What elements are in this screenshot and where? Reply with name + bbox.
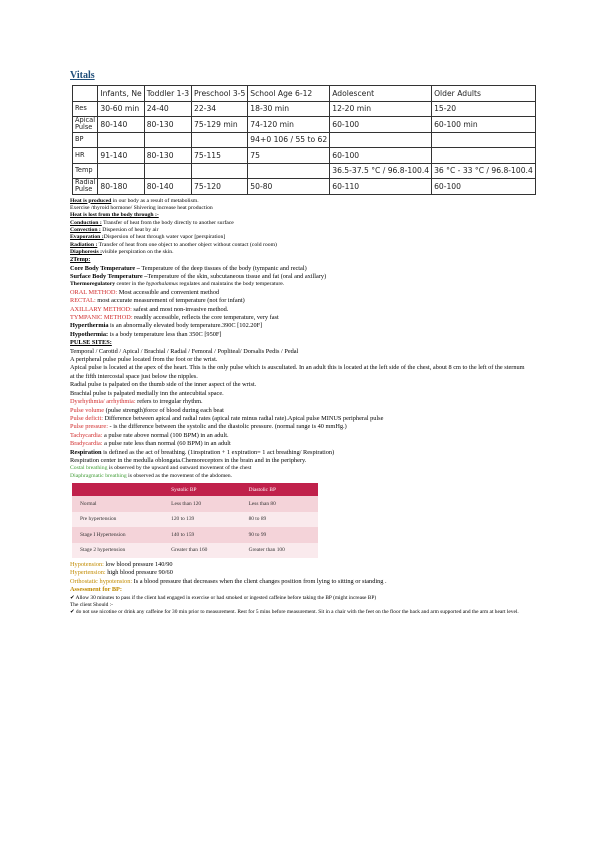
header-cell [72,483,163,496]
table-cell: 18-30 min [248,101,330,117]
table-row [73,163,536,179]
text: is observed as the movement of the abdomen. [126,472,233,479]
tachycardia-line [70,432,528,440]
apical-paragraph: Apical pulse is located at the apex of the heart. This is the only pulse which is auscultated. In an adult this is located at the left side of the chest, about 8 cm to the left of the sternum at the fifth intercostal space just below the nipples. [70,364,525,380]
text: in our body as a result of metabolism. [111,197,199,204]
term: Diaphragmatic breathing [70,472,127,479]
text: regulates and maintains the body temperature. [177,281,285,288]
text: readily accessible, reflects the core temperature, very fast [132,314,279,322]
text: Difference between apical and radial rates (apical rate minus radial rate).Apical pulse MINUS peripheral pulse [103,414,384,422]
pulse-pressure-line [70,423,528,431]
tympanic-line [70,314,528,322]
axillary-line [70,306,528,314]
table-cell: 36 °C - 33 °C / 96.8-100.4 [432,163,536,179]
term: Heat is produced [70,197,112,204]
term: Bradycardia: [70,440,103,448]
table-cell [192,132,248,148]
table-cell: 60-100 [330,148,432,164]
table-cell: 50-80 [248,179,330,195]
term: Pulse deficit: [70,414,104,422]
brachial-line: Brachial pulse is palpated medially inn the antecubital space. [70,389,224,397]
header-cell: Toddler 1-3 [144,86,191,102]
header-cell: Diastolic BP [241,483,318,496]
table-cell: 80 to 89 [241,512,318,528]
table-cell: 74-120 min [248,117,330,133]
term: Surface Body Temperature – [70,273,148,281]
text: Dispersion of heat through water vapor [perspiration] [103,234,226,241]
assessment-heading: Assessment for BP: [70,586,123,594]
table-row [73,132,536,148]
dysrhythmia-line [70,398,528,406]
table-cell: 24-40 [144,101,191,117]
table-cell: 120 to 139 [163,512,240,528]
exercise-line: Exercise /thyroid hormone/ Shivering increase heat production [70,204,213,211]
text: is a body temperature less than 350C [950F] [108,330,222,338]
term: Evaporation : [70,234,104,241]
term: Hypothermia: [70,330,109,338]
pulse-deficit-line [70,415,528,423]
table-row [73,179,536,195]
hyperthermia-line [70,322,528,330]
text: hypothalamus [146,281,178,288]
table-cell: Greater than 160 [163,543,240,559]
donot-line [70,609,528,616]
term: Hyperthermia [70,322,109,330]
table-row [72,512,318,528]
table-cell [248,163,330,179]
table-cell: 80-130 [144,117,191,133]
row-label: Radial Pulse [73,179,98,195]
text: Transfer of heat from the body directly to another surface [101,219,234,226]
term: Pulse pressure: [70,423,108,431]
costal-line [70,465,528,472]
term: AXILLARY METHOD: [70,305,132,313]
text: Temperature of the skin, subcutaneous tissue and fat (oral and axillary) [147,273,327,281]
table-cell [432,132,536,148]
table-cell: Less than 80 [241,496,318,512]
table-cell: 75-129 min [192,117,248,133]
text: low blood pressure 140/90 [103,561,173,569]
temp-heading: 2Temp: [70,256,91,264]
text: visible perspiration on the skin. [101,248,174,255]
row-label: BP [73,132,98,148]
table-cell [98,132,144,148]
term: TYMPANIC METHOD: [70,314,133,322]
table-cell: 75-115 [192,148,248,164]
table-cell: 80-140 [144,179,191,195]
table-cell: 22-34 [192,101,248,117]
row-label: Res [73,101,98,117]
term: Core Body Temperature – [70,264,140,272]
pulse-volume-line [70,407,528,415]
diaphoresis-line [70,249,528,256]
table-cell: 75-120 [192,179,248,195]
checkmark-icon: ✔ [70,594,75,601]
header-cell: Infants, Ne [98,86,144,102]
notes-body [70,198,528,616]
text: a pulse rate above normal (100 BPM) in an adult. [102,431,229,439]
text: most accurate measurement of temperature (not for infant) [95,297,245,305]
evaporation-line [70,234,528,241]
row-label: Apical Pulse [73,117,98,133]
table-cell: 60-110 [330,179,432,195]
table-cell [432,148,536,164]
diaphragmatic-line [70,473,528,480]
respiration-line [70,449,528,457]
table-cell: 60-100 min [432,117,536,133]
pulse-sites-line: Temporal / Carotid / Apical / Brachial / Radial / Femoral / Popliteal/ Dorsalis Pedis / Pedal [70,347,299,355]
table-cell [144,132,191,148]
header-cell: Preschool 3-5 [192,86,248,102]
hypothermia-line [70,331,528,339]
table-cell: Pre hypertension [72,512,163,528]
text: - is the difference between the systolic and the diastolic pressure. (normal range is 40 mmHg.) [107,423,347,431]
table-cell [144,163,191,179]
text: high blood pressure 90/60 [105,569,173,577]
hypotension-line [70,561,528,569]
text: is an abnormally elevated body temperature.390C [102.20F] [108,322,263,330]
term: Dysrhythmia/ arrhythmia: [70,398,136,406]
table-cell: 94+0 106 / 55 to 62 [248,132,330,148]
table-cell: 60-100 [330,117,432,133]
term: Radiation : [70,241,98,248]
table-cell: 60-100 [432,179,536,195]
client-should-line: The client Should :- [70,601,113,608]
text: refers to irregular rhythm. [135,398,203,406]
text: Temperature of the deep tissues of the body (tympanic and rectal) [139,264,307,272]
text: is defined as the act of breathing. (1inspiration + 1 expiration= 1 act breathing/ Respiration) [101,448,335,456]
table-row [73,101,536,117]
header-cell [73,86,98,102]
table-cell: 15-20 [432,101,536,117]
table-cell [192,163,248,179]
oral-line [70,289,528,297]
table-cell: 80-140 [98,117,144,133]
conduction-line [70,220,528,227]
pulse-heading: PULSE SITES: [70,339,112,347]
term: Orthostatic hypotension: [70,577,133,585]
text: (pulse strength)force of blood during each beat [104,406,224,414]
heat-lost-heading: Heat is lost from the body through :- [70,212,159,219]
term: Diaphoresis : [70,248,102,255]
checkmark-icon: ✔ [70,608,75,615]
bradycardia-line [70,440,528,448]
table-row [72,527,318,543]
table-cell: 80-180 [98,179,144,195]
term: Hypotension: [70,561,104,569]
table-cell [98,163,144,179]
table-cell: 75 [248,148,330,164]
radiation-line [70,242,528,249]
orthostatic-line [70,578,528,586]
table-row [73,117,536,133]
table-cell: 91-140 [98,148,144,164]
text: Dispersion of heat by air [100,226,159,233]
term: ORAL METHOD: [70,288,118,296]
table-cell: 140 to 159 [163,527,240,543]
term: Thermoregulatory [70,281,116,288]
radial-line: Radial pulse is palpated on the thumb side of the inner aspect of the wrist. [70,381,257,389]
table-cell: Normal [72,496,163,512]
term: Pulse volume [70,406,105,414]
table-cell: 12-20 min [330,101,432,117]
text: Transfer of heat from one object to another object without contact (cold room) [97,241,277,248]
term: Conduction : [70,219,102,226]
thermo-line [70,281,528,288]
table-header-row [73,86,536,102]
surface-temp-line [70,273,528,281]
term: Convection : [70,226,101,233]
text: center in the [115,281,147,288]
text: Is a blood pressure that decreases when the client changes position from lying to sitting or standing . [132,577,387,585]
text: is observed by the upward and outward movement of the chest [107,465,252,472]
table-row [72,496,318,512]
row-label: HR [73,148,98,164]
term: RECTAL: [70,297,96,305]
text: safest and most non-invasive method. [131,305,229,313]
term: Hypertension: [70,569,106,577]
header-cell: Adolescent [330,86,432,102]
term: Tachycardia: [70,431,103,439]
table-cell: 36.5-37.5 °C / 96.8-100.4 [330,163,432,179]
text: a pulse rate less than normal (60 BPM) in an adult [102,440,231,448]
table-cell: Stage 2 hypertension [72,543,163,559]
header-cell: Systolic BP [163,483,240,496]
peripheral-line: A peripheral pulse pulse located from the foot or the wrist. [70,356,218,364]
term: Costal breathing [70,465,108,472]
vitals-handwritten-table [72,85,536,195]
text: do not use nicotine or drink any caffeine for 30 min prior to measurement. Rest for 5 mins before measurement. Sit in a chair with the feet on the floor the back and arm supported and the arm at heart level. [75,608,519,615]
table-cell: Less than 120 [163,496,240,512]
text: Most accessible and convenient method [117,288,220,296]
table-cell: Stage I Hypertension [72,527,163,543]
respiration-center-line: Respiration center in the medulla oblongata.Chemoreceptors in the brain and in the periphery. [70,456,307,464]
header-cell: Older Adults [432,86,536,102]
rectal-line [70,297,528,305]
page-title: Vitals [70,70,95,81]
table-header-row [72,483,318,496]
term: Respiration [70,448,102,456]
hypertension-line [70,569,528,577]
table-cell [330,132,432,148]
table-cell: 80-130 [144,148,191,164]
table-cell: 90 to 99 [241,527,318,543]
heat-produced-line [70,198,528,205]
table-cell: 30-60 min [98,101,144,117]
bp-classification-table [72,483,318,558]
table-row [72,543,318,559]
row-label: Temp [73,163,98,179]
table-cell: Greater than 100 [241,543,318,559]
core-temp-line [70,265,528,273]
document-page [70,70,533,616]
allow-line [70,595,528,602]
text: Allow 30 minutes to pass if the client had engaged in exercise or had smoked or ingested caffeine before taking the BP (might increase BP) [75,594,377,601]
header-cell: School Age 6-12 [248,86,330,102]
table-row [73,148,536,164]
